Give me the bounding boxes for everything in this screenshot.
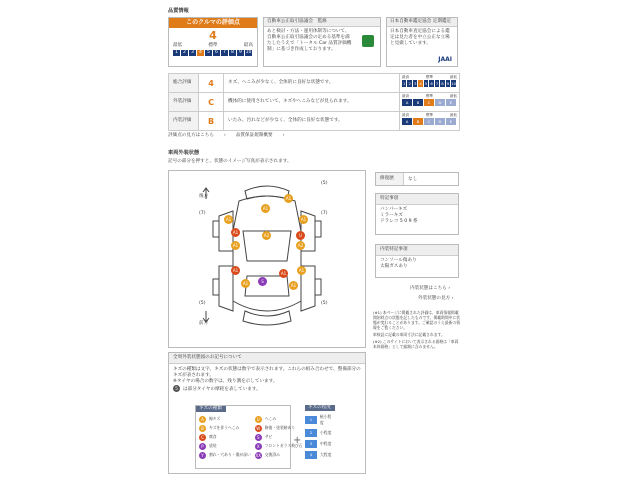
exterior-title: 車両外装状態 [168, 150, 200, 156]
level-icon: 2 [305, 429, 317, 437]
tire-depth-left-1: (7) [199, 211, 206, 216]
kind-icon: Y [199, 452, 206, 459]
rating-desc: いたみ、汚れなどが少なく、全体的に良好な状態です。 [228, 118, 343, 123]
scale-std-label: 標準 [208, 43, 218, 48]
kind-item [255, 451, 303, 459]
scale-low-label: 最低 [173, 43, 183, 48]
kinds-legend [195, 405, 303, 469]
level-label: 小程度 [320, 430, 332, 435]
kinds-title: キズの種類 [196, 406, 226, 412]
jaai-box [386, 17, 458, 67]
rating-scale-label: 標準 [425, 94, 434, 98]
kind-icon: P [199, 443, 206, 450]
kind-item [199, 451, 251, 459]
rating-scale-cell: B [413, 99, 423, 106]
damage-marker[interactable]: A1 [232, 268, 239, 273]
rating-scale-cell: 6 [430, 81, 433, 86]
kind-item [199, 442, 251, 450]
special-item: バンパーキズ [380, 207, 408, 212]
level-label: 大程度 [320, 452, 332, 457]
rating-grade: C [199, 93, 224, 111]
jaai-text: 日本自動車査定協会による鑑定は見た者を中立公正な立場と見做しています。 [390, 29, 450, 46]
kind-label: 線キズ [209, 416, 221, 421]
rating-scale-label: 最高 [402, 94, 410, 98]
rating-scale-cell: 2 [408, 81, 411, 86]
inspector-title: 自動車公正取引協議会 監修 [264, 18, 380, 27]
score-scale-cell: 10 [245, 50, 252, 55]
score-scale-cell: 5 [205, 50, 212, 56]
note-text: (※1) 本ページに掲載された評価は、車両情報掲載開始時点の状態を記したものです。掲載期間中に状態が変わることがあります。ご確認のうえ最新の情報をご覧ください。 [373, 310, 461, 330]
score-value: 4 [209, 29, 217, 42]
rating-label: 内装評価 [169, 112, 199, 130]
rating-scale-label: 最低 [449, 113, 457, 117]
rating-scale-cell: D [435, 118, 445, 125]
warranty-link[interactable]: 品質保証規制概要 [235, 133, 273, 138]
tire-depth-left-2: (5) [199, 301, 206, 306]
rating-scale-cell: B [413, 118, 423, 125]
score-scale-cell: 3 [189, 50, 196, 56]
kind-label: 割れ・穴あり・傷が深い [209, 452, 251, 457]
kind-item [199, 415, 251, 423]
level-icon: 1 [305, 416, 317, 424]
score-scale [173, 50, 253, 56]
score-scale-cell: 2 [181, 50, 188, 56]
rating-scale-cell: C [424, 118, 434, 125]
guide-line-1: キズの種類は文字、キズの状態は数字で表示されます。これらの組み合わせで、整備部分のキズが表されます。 [173, 367, 361, 378]
rating-scale-label: 最低 [449, 75, 457, 79]
jaai-title: 日本自動車鑑定協会 定期鑑定 [387, 18, 457, 27]
rating-row [169, 93, 459, 112]
tire-depth-right-2: (5) [321, 301, 328, 306]
guide-line-3-wrap [169, 385, 365, 393]
tire-icon: 5 [173, 385, 180, 392]
tire-depth-right-1: (7) [321, 211, 328, 216]
rating-desc: ネズ、へこみが少なく、全体的に良好な状態です。 [228, 80, 334, 85]
damage-marker[interactable]: A1 [280, 271, 287, 276]
rating-scale-label: 最高 [402, 75, 410, 79]
kind-icon: B [199, 425, 206, 432]
repair-history [375, 172, 459, 186]
rating-scale-cell: E [446, 99, 456, 106]
exterior-subtitle: 記号の部分を押すと、状態のイメージ写真が表示されます。 [168, 159, 292, 164]
damage-marker[interactable]: S [258, 277, 267, 286]
level-item [305, 414, 335, 426]
inspector-text: あと検討・方法・運用体制等について、自動車公正取引協議会の定める基準を満たしたうえで「トータル Car 品質評価機制」に基づき作成しております。 [267, 29, 352, 52]
damage-marker[interactable]: A1 [298, 268, 305, 273]
damage-marker[interactable]: U [296, 231, 305, 240]
ratings-table [168, 73, 460, 131]
score-scale-cell: 8 [229, 50, 236, 56]
rating-scale-cell: 8 [441, 81, 444, 86]
repair-value: なし [408, 177, 418, 182]
score-scale-cell: 7 [221, 50, 228, 56]
rating-scale-cell: 7 [435, 81, 439, 86]
rating-scale-label: 標準 [425, 75, 434, 79]
interior-item: コンソール傷あり [380, 258, 417, 263]
rating-scale [399, 93, 459, 111]
score-scale-cell: 1 [173, 50, 180, 56]
repair-label: 修復歴 [376, 173, 404, 185]
score-box [168, 17, 258, 67]
damage-marker[interactable]: A1 [232, 230, 239, 235]
interior-link[interactable]: 内装状態はこちら › [410, 286, 451, 291]
damage-marker[interactable]: A2 [297, 243, 304, 248]
special-notes [375, 193, 459, 235]
rating-label: 総合評価 [169, 74, 199, 92]
levels-title: キズの程度 [305, 405, 335, 411]
car-diagram [168, 170, 366, 348]
score-scale-cell: 6 [213, 50, 220, 56]
damage-marker[interactable]: A1 [262, 206, 269, 211]
rating-scale-label: 標準 [425, 113, 434, 117]
rating-label: 外装評価 [169, 93, 199, 111]
level-item [305, 440, 335, 448]
kind-label: フロントガラス飛び石 [264, 443, 303, 448]
kind-icon: S [255, 434, 262, 441]
special-list [376, 205, 458, 227]
rating-guide-link[interactable]: 評価点の見方はこちら [168, 133, 214, 138]
exterior-guide-link[interactable]: 外装状態の見方 › [418, 296, 454, 301]
damage-marker[interactable]: A1 [242, 281, 249, 286]
guide-line-2: ※タイヤの場合の数字は、残り溝を示しています。 [173, 379, 278, 384]
level-item [305, 429, 335, 437]
rating-scale [399, 112, 459, 130]
tire-depth-rear-right: (5) [321, 181, 328, 186]
scale-high-label: 最高 [243, 43, 253, 48]
kind-label: 交換済み [264, 452, 280, 457]
kind-item [255, 424, 303, 432]
kind-item [199, 424, 251, 432]
damage-marker[interactable]: A1 [290, 283, 297, 288]
level-icon: 3 [305, 440, 317, 448]
rating-scale-cell: 10 [451, 81, 457, 86]
special-title: 特記事項 [376, 194, 458, 205]
interior-title: 内装特記事項 [376, 245, 458, 256]
guide-box [168, 352, 366, 474]
guide-title: 全周外装状態図のお記号について [169, 353, 365, 364]
level-label: 中程度 [320, 441, 332, 446]
interior-item: 太陽ガスあり [380, 264, 408, 269]
rating-desc: 機体的に使用されていて、キズやへこみなどが見られます。 [228, 99, 352, 104]
damage-marker[interactable]: A2 [263, 233, 270, 238]
rear-label: 後方 [199, 194, 209, 199]
rating-scale-label: 最低 [449, 94, 457, 98]
interior-list [376, 256, 458, 272]
special-item: ドラレコ 5 0 9 系 [380, 219, 418, 224]
inspector-logo-icon [362, 35, 374, 47]
kind-icon: W [256, 425, 261, 431]
rating-row [169, 112, 459, 131]
jaai-logo: JAAI [438, 56, 452, 63]
damage-marker[interactable]: A1 [232, 243, 239, 248]
rating-grade: B [199, 112, 224, 130]
special-item: ミラーキズ [380, 213, 403, 218]
rating-scale-cell: 9 [446, 81, 450, 86]
levels-legend [305, 405, 335, 459]
level-label: 極小程度 [319, 414, 332, 425]
kind-label: 腐食 [209, 434, 217, 439]
kind-icon: A [199, 416, 206, 423]
score-box-title: このクルマの評価点 [169, 18, 257, 28]
rating-scale-cell: 1 [403, 81, 406, 86]
kind-icon: XX [255, 452, 261, 458]
rating-scale-cell: 4 [419, 81, 422, 86]
interior-notes [375, 244, 459, 278]
rating-scale-cell: E [446, 118, 456, 125]
front-label: 前方 [199, 321, 209, 326]
kind-label: 塗装 [209, 443, 217, 448]
level-item [305, 451, 335, 459]
rating-scale [399, 74, 459, 92]
rating-scale-cell: A [402, 99, 412, 106]
kind-icon: U [255, 416, 262, 423]
kind-label: キズを伴うへこみ [209, 425, 240, 430]
rating-scale-cell: 5 [424, 81, 428, 86]
rating-scale-cell: A [402, 118, 412, 125]
level-icon: 4 [305, 451, 317, 459]
inspector-box [263, 17, 381, 67]
damage-marker[interactable]: A1 [225, 217, 232, 222]
notes [373, 310, 461, 351]
kind-item [255, 415, 303, 423]
rating-scale-cell: D [435, 99, 445, 106]
guide-line-3: は部分タイヤの摩耗を表しています。 [183, 387, 261, 392]
note-text: (※2) このサイトにおいて表示される価格は「車両本体価格」として総額に含みません。 [373, 339, 459, 349]
kind-item [199, 433, 251, 441]
rating-scale-label: 最高 [402, 113, 410, 117]
score-scale-cell: 9 [237, 50, 244, 56]
rating-grade: 4 [199, 74, 224, 92]
damage-marker[interactable]: A1 [285, 196, 292, 201]
kind-icon: C [199, 434, 206, 441]
damage-marker[interactable]: A1 [300, 217, 307, 222]
section-title: 品質情報 [168, 8, 189, 14]
kind-icon: X [255, 443, 262, 450]
kind-label: へこみ [264, 416, 277, 421]
kind-label: サビ [264, 434, 273, 439]
score-scale-cell: 4 [197, 50, 204, 56]
kind-label: 修復・塗装跡あり [264, 425, 296, 430]
plus-icon: + [293, 435, 302, 446]
note-text: 車検証に記載の車両寸法に記載されます。 [373, 332, 445, 337]
rating-scale-cell: C [424, 99, 434, 106]
rating-row [169, 74, 459, 93]
rating-scale-cell: 3 [413, 81, 417, 86]
